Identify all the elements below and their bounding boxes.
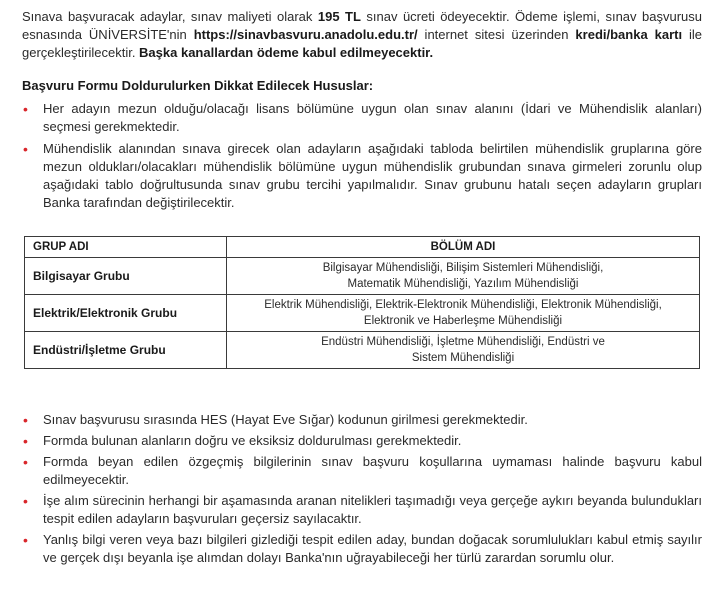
department-cell <box>227 332 700 369</box>
bullet-icon: • <box>23 141 28 157</box>
department-line: Elektronik ve Haberleşme Mühendisliği <box>363 315 563 327</box>
payment-warning: Başka kanallardan ödeme kabul edilmeyecektir. <box>139 45 434 60</box>
column-header-department: BÖLÜM ADI <box>227 237 700 258</box>
intro-text: sınav ücreti ödeyecektir. Ödeme işlemi, sınav başvurusu esnasında ÜNİVERSİTE'nin <box>22 9 702 42</box>
table-row <box>25 332 700 369</box>
list-item-text: Her adayın mezun olduğu/olacağı lisans bölümüne uygun olan sınav alanını (İdari ve Mühendislik alanları) seçmesi gerekmektedir. <box>43 101 702 134</box>
group-name-cell: Endüstri/İşletme Grubu <box>25 332 227 369</box>
list-item-text: Sınav başvurusu sırasında HES (Hayat Eve Sığar) kodunun girilmesi gerekmektedir. <box>43 412 528 427</box>
bullet-list-bottom <box>22 411 702 567</box>
bullet-icon: • <box>23 433 28 449</box>
bullet-icon: • <box>23 493 28 509</box>
list-item <box>22 411 702 429</box>
list-item-text: İşe alım sürecinin herhangi bir aşamasında aranan nitelikleri taşımadığı veya gerçeğe aykırı beyanda bulundukları tespit edilen adayların başvuruları geçersiz sayılacaktır. <box>43 493 702 526</box>
intro-text: ile gerçekleştirilecektir. <box>22 27 703 60</box>
list-item <box>22 432 702 450</box>
table-row <box>25 295 700 332</box>
bullet-icon: • <box>23 532 28 548</box>
list-item <box>22 453 702 489</box>
department-line: Bilgisayar Mühendisliği, Bilişim Sistemleri Mühendisliği, <box>322 262 604 274</box>
fee-amount: 195 TL <box>317 9 361 24</box>
section-heading: Başvuru Formu Doldurulurken Dikkat Edilecek Hususlar: <box>22 78 374 93</box>
bullet-list-top <box>22 100 702 212</box>
intro-text: internet sitesi üzerinden <box>417 27 576 42</box>
bullet-icon: • <box>23 454 28 470</box>
department-line: Matematik Mühendisliği, Yazılım Mühendisliği <box>347 278 579 290</box>
bullet-icon: • <box>23 101 28 117</box>
list-item <box>22 531 702 567</box>
intro-text: Sınava başvuracak adaylar, sınav maliyeti olarak <box>22 9 318 24</box>
table-header-row <box>25 237 700 258</box>
bullet-icon: • <box>23 412 28 428</box>
engineering-groups-table <box>24 236 700 369</box>
department-line: Endüstri Mühendisliği, İşletme Mühendisliği, Endüstri ve <box>321 336 605 348</box>
application-url: https://sinavbasvuru.anadolu.edu.tr/ <box>193 27 418 42</box>
list-item-text: Mühendislik alanından sınava girecek olan adayların aşağıdaki tabloda belirtilen mühendislik gruplarına göre mezun oldukları/olacakları mühendislik bölümüne uygun mühendislik grubundan sınava girmeleri zorunlu olup aşağıdaki tablo doğrultusunda sınav grubu tercihi yapılmalıdır. Sınav grubunu hatalı seçen adayların grupları Banka tarafından değiştirilecektir. <box>43 141 702 210</box>
department-cell <box>227 258 700 295</box>
department-line: Sistem Mühendisliği <box>411 352 515 364</box>
list-item-text: Formda bulunan alanların doğru ve eksiksiz doldurulması gerekmektedir. <box>43 433 462 448</box>
list-item <box>22 140 702 212</box>
department-line: Elektrik Mühendisliği, Elektrik-Elektronik Mühendisliği, Elektronik Mühendisliği, <box>264 299 662 311</box>
list-item-text: Formda beyan edilen özgeçmiş bilgilerinin sınav başvuru koşullarına uymaması halinde başvuru kabul edilmeyecektir. <box>43 454 702 487</box>
column-header-group: GRUP ADI <box>25 237 227 258</box>
payment-method: kredi/banka kartı <box>575 27 683 42</box>
list-item-text: Yanlış bilgi veren veya bazı bilgileri gizlediği tespit edilen aday, bundan doğacak sorumlulukları kabul etmiş sayılır ve gerçek dışı beyanla işe alımdan dolayı Banka'nın uğrayabileceği her türlü zarardan sorumlu olur. <box>43 532 702 565</box>
table-row <box>25 258 700 295</box>
group-name-cell: Bilgisayar Grubu <box>25 258 227 295</box>
department-cell <box>227 295 700 332</box>
list-item <box>22 492 702 528</box>
list-item <box>22 100 702 136</box>
intro-paragraph <box>22 8 702 62</box>
group-name-cell: Elektrik/Elektronik Grubu <box>25 295 227 332</box>
